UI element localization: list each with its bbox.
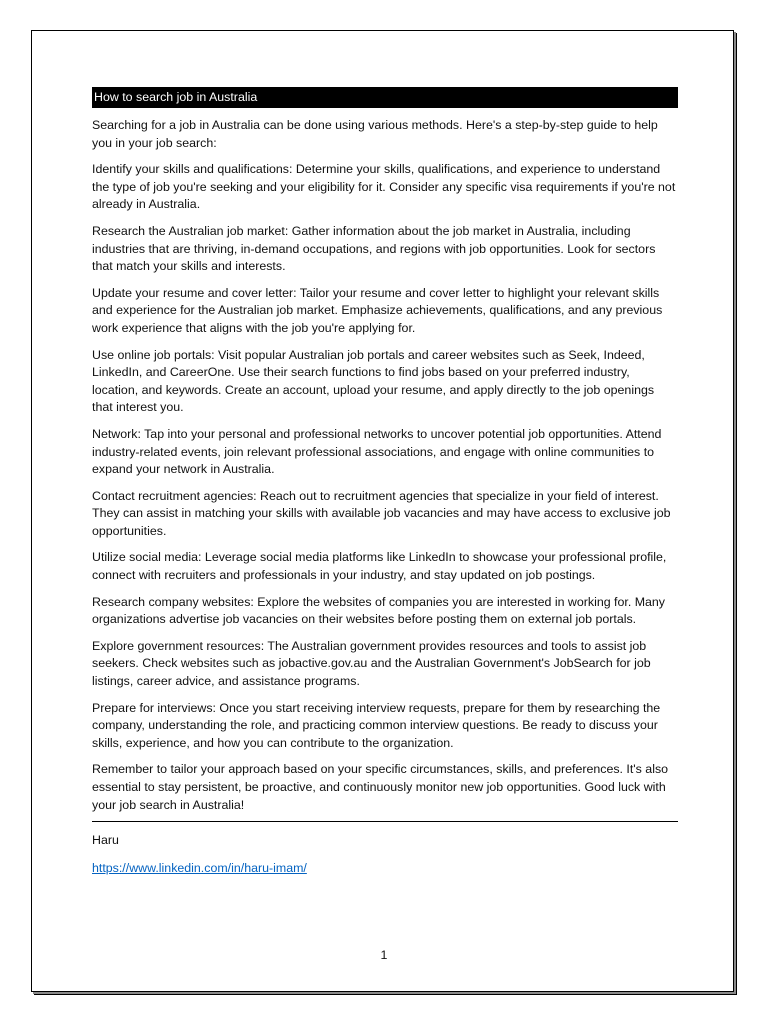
paragraph-research-market: Research the Australian job market: Gather information about the job market in Australia, including industries that are thriving, in-demand occupations, and regions with job opportunities. Look for sectors that match your skills and interests. xyxy=(92,223,656,274)
paragraph-company-websites: Research company websites: Explore the websites of companies you are interested in working for. Many organizations advertise job vacancies on their websites before posting them on external job portals. xyxy=(92,594,666,627)
paragraph-recruitment-agencies: Contact recruitment agencies: Reach out to recruitment agencies that specialize in your field of interest. They can assist in matching your skills with available job vacancies and may have access to exclusive job opportunities. xyxy=(92,488,671,538)
paragraph-job-portals: Use online job portals: Visit popular Australian job portals and career websites such as Seek, Indeed, LinkedIn, and CareerOne. Use their search functions to find jobs based on your preferred industry, location, and keywords. Create an account, upload your resume, and apply directly to the job openings that interest you. xyxy=(92,347,655,415)
paragraph-skills: Identify your skills and qualifications: Determine your skills, qualifications, and experience to understand the type of job you're seeking and your eligibility for it. Consider any specific visa requirements if you're not already in Australia. xyxy=(92,162,676,212)
document-title: How to search job in Australia xyxy=(92,87,678,108)
document-body xyxy=(92,87,678,877)
paragraph-government-resources: Explore government resources: The Australian government provides resources and tools to assist job seekers. Check websites such as jobactive.gov.au and the Australian Government's JobSearch for job listings, career advice, and assistance programs. xyxy=(92,638,651,689)
page-number: 1 xyxy=(380,948,388,962)
paragraph-intro: Searching for a job in Australia can be done using various methods. Here's a step-by-step guide to help you in your job search: xyxy=(92,118,658,150)
horizontal-divider xyxy=(92,821,678,822)
linkedin-link[interactable]: https://www.linkedin.com/in/haru-imam/ xyxy=(92,860,307,875)
author-name: Haru xyxy=(92,833,119,848)
paragraph-network: Network: Tap into your personal and professional networks to uncover potential job opportunities. Attend industry-related events, join relevant professional associations, and engage with online communities to expand your network in Australia. xyxy=(92,426,662,477)
paragraph-conclusion: Remember to tailor your approach based on your specific circumstances, skills, and preferences. It's also essential to stay persistent, be proactive, and continuously monitor new job opportunities. Good luck with your job search in Australia! xyxy=(92,762,669,812)
paragraph-social-media: Utilize social media: Leverage social media platforms like LinkedIn to showcase your professional profile, connect with recruiters and professionals in your industry, and stay updated on job postings. xyxy=(92,550,667,583)
paragraph-resume: Update your resume and cover letter: Tailor your resume and cover letter to highlight your relevant skills and experience for the Australian job market. Emphasize achievements, qualifications, and any previous work experience that aligns with the job you're applying for. xyxy=(92,285,663,335)
paragraph-interviews: Prepare for interviews: Once you start receiving interview requests, prepare for them by researching the company, understanding the role, and practicing common interview questions. Be ready to discuss your skills, experience, and how you can contribute to the organization. xyxy=(92,700,661,750)
